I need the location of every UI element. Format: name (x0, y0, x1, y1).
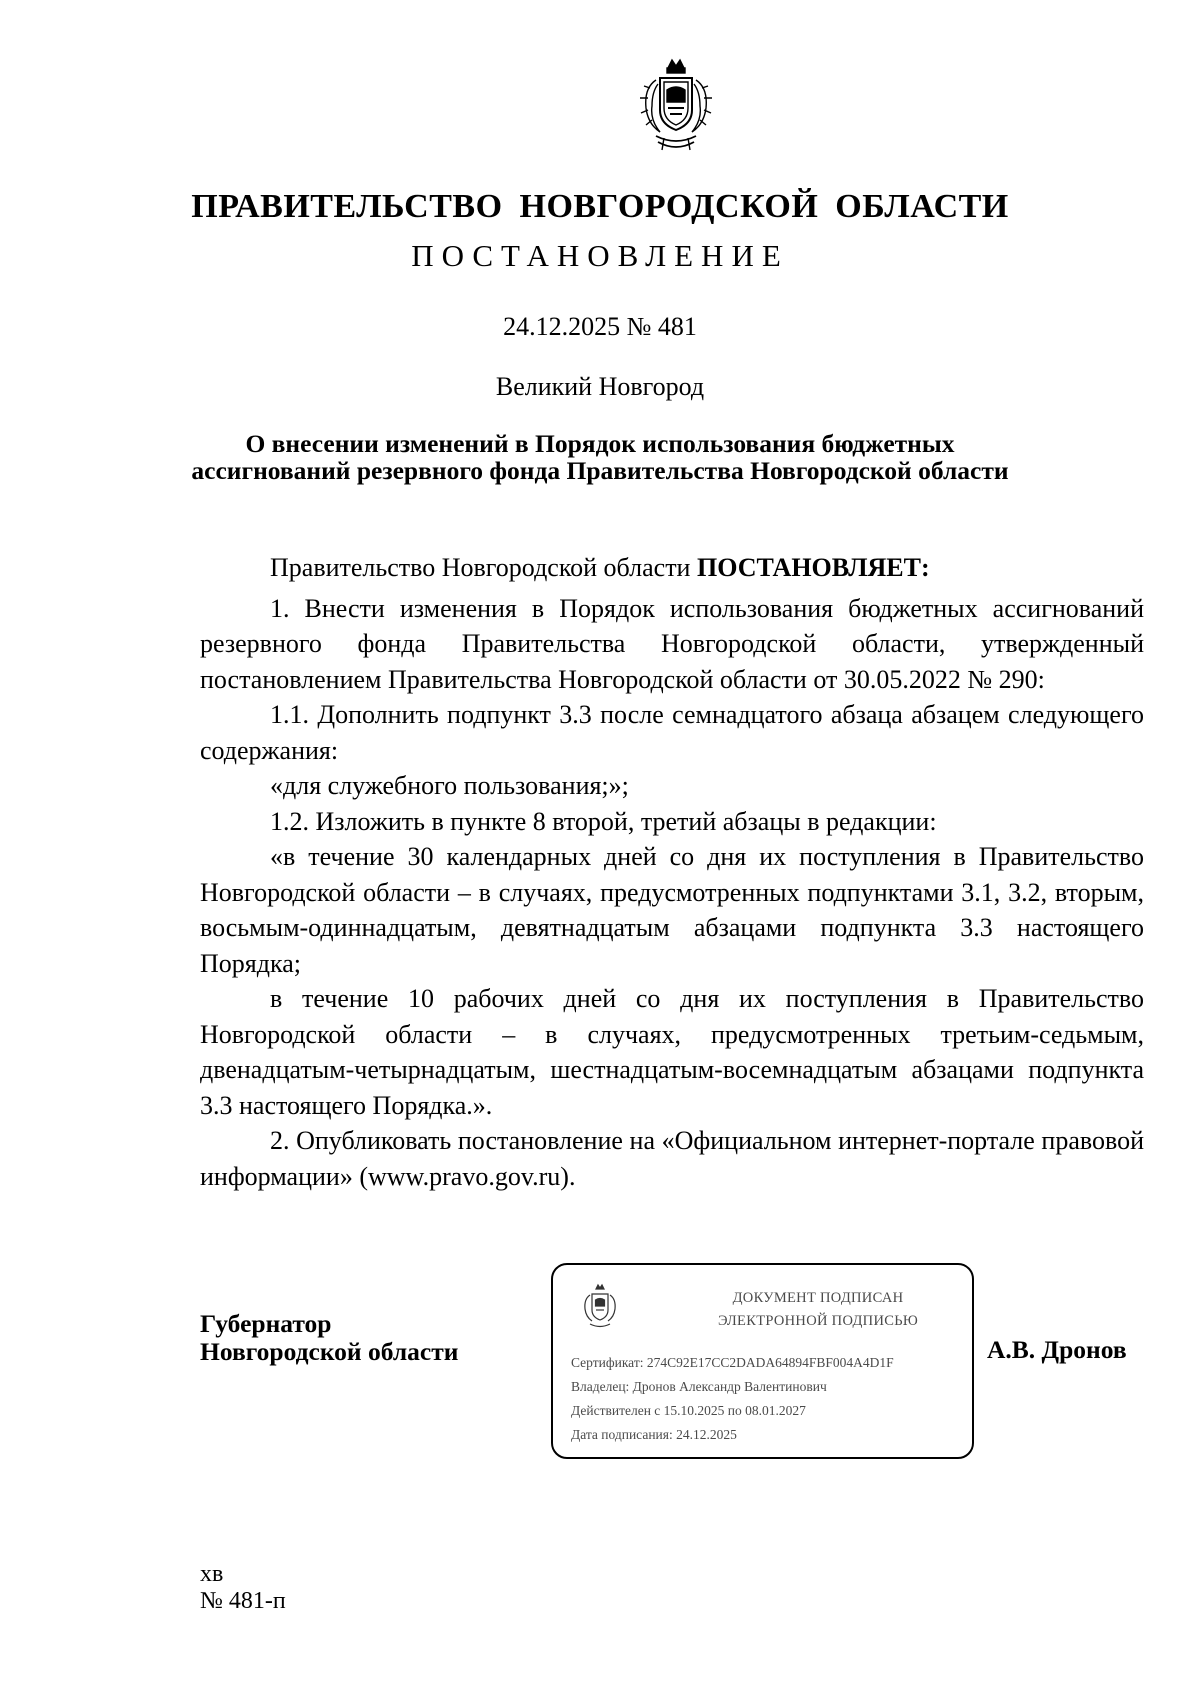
signature-certificate: Сертификат: 274C92E17CC2DADA64894FBF004A4D1F (571, 1355, 894, 1370)
document-city: Великий Новгород (495, 372, 705, 401)
body-paragraph: 1.1. Дополнить подпункт 3.3 после семнадцатого абзаца абзацем следующего содержания: (200, 700, 1144, 765)
resolution-lead (200, 550, 1144, 586)
document-type: ПОСТАНОВЛЕНИЕ (411, 238, 789, 273)
resolution-lead-text: Правительство Новгородской области (270, 553, 697, 582)
coat-of-arms-icon (579, 1283, 621, 1335)
document-footer (200, 1561, 286, 1615)
document-code: № 481-п (200, 1588, 286, 1614)
signature-stamp-title-line-2: ЭЛЕКТРОННОЙ ПОДПИСЬЮ (717, 1313, 919, 1329)
subject-line-2: ассигнований резервного фонда Правительства Новгородской области (191, 456, 1009, 485)
body-paragraph: в течение 10 рабочих дней со дня их поступления в Правительство Новгородской области – в случаях, предусмотренных третьим-седьмым, двенадцатым-четырнадцатым, шестнадцатым-восемнадцатым абзацами подпункта 3.3 настоящего Порядка.». (200, 984, 1144, 1120)
signature-validity: Действителен с 15.10.2025 по 08.01.2027 (571, 1403, 806, 1418)
executor-initials: хв (200, 1561, 224, 1587)
document-body (200, 550, 1144, 1194)
electronic-signature-stamp (551, 1263, 974, 1459)
signature-stamp-details (571, 1351, 971, 1447)
body-paragraph: 1.2. Изложить в пункте 8 второй, третий абзацы в редакции: (270, 806, 937, 836)
body-paragraph: 1. Внести изменения в Порядок использования бюджетных ассигнований резервного фонда Правительства Новгородской области, утвержденный постановлением Правительства Новгородской области от 30.05.2022 № 290: (200, 593, 1144, 694)
signatory-name: А.В. Дронов (987, 1335, 1127, 1364)
body-paragraph: «для служебного пользования;»; (270, 771, 629, 800)
resolution-keyword: ПОСТАНОВЛЯЕТ: (696, 553, 930, 582)
signature-owner: Владелец: Дронов Александр Валентинович (571, 1379, 827, 1394)
signatory-position-line-1: Губернатор (200, 1309, 332, 1338)
coat-of-arms-icon (634, 58, 718, 158)
signatory-position (200, 1310, 458, 1366)
subject-line-1: О внесении изменений в Порядок использования бюджетных (245, 429, 955, 458)
document-date-number: 24.12.2025 № 481 (503, 312, 697, 341)
document-subject (180, 430, 1020, 484)
government-title: ПРАВИТЕЛЬСТВО НОВГОРОДСКОЙ ОБЛАСТИ (191, 188, 1009, 225)
signature-date: Дата подписания: 24.12.2025 (571, 1427, 737, 1442)
signature-stamp-title-line-1: ДОКУМЕНТ ПОДПИСАН (732, 1290, 904, 1306)
body-paragraph: 2. Опубликовать постановление на «Официальном интернет-портале правовой информации» (www.pravo.gov.ru). (200, 1126, 1144, 1191)
signatory-position-line-2: Новгородской области (200, 1337, 459, 1366)
signature-stamp-title (673, 1287, 963, 1333)
body-paragraph: «в течение 30 календарных дней со дня их поступления в Правительство Новгородской области – в случаях, предусмотренных подпунктами 3.1, 3.2, вторым, восьмым-одиннадцатым, девятнадцатым абзацами подпункта 3.3 настоящего Порядка; (200, 842, 1144, 978)
